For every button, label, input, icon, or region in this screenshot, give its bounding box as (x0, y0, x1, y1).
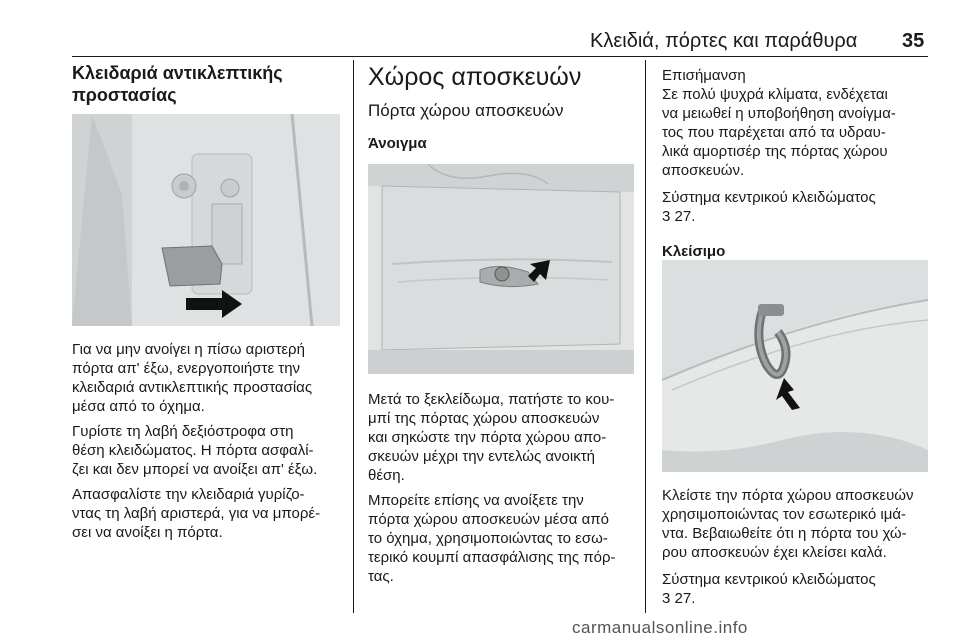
cross-reference-2 (662, 570, 934, 608)
paragraph-antitheft-3: Απασφαλίστε την κλειδαριά γυρίζο- ντας τη λαβή αριστερά, για να μπορέ- σει να ανοίξει η πόρτα. (72, 486, 321, 541)
antitheft-lock-illustration (72, 114, 340, 326)
paragraph-opening-1: Μετά το ξεκλείδωμα, πατήστε το κου- μπί της πόρτας χώρου αποσκευών και σηκώστε την πόρτα χώρου απο- σκευών μέχρι την εντελώς ανοικτή θέση. (368, 391, 615, 484)
cross-reference-2-text: Σύστημα κεντρικού κλειδώματος (662, 571, 876, 588)
cross-reference-1-page-link[interactable]: 3 27. (662, 208, 696, 225)
cross-reference-1-text: Σύστημα κεντρικού κλειδώματος (662, 189, 876, 206)
column-2-body (368, 390, 638, 592)
page-number: 35 (902, 30, 925, 52)
cross-reference-1 (662, 188, 932, 226)
chapter-title: Χώρος αποσκευών (368, 63, 582, 91)
section-heading-antitheft (72, 62, 344, 106)
tailgate-strap-illustration (662, 260, 928, 472)
watermark: carmanualsonline.info (572, 618, 748, 637)
column-divider-1 (353, 60, 354, 613)
column-3-top (662, 66, 932, 261)
note-block (662, 66, 932, 180)
note-text: Σε πολύ ψυχρά κλίματα, ενδέχεται να μειωθεί η υποβοήθηση ανοίγμα- τος που παρέχεται από τα υδραυ- λικά αμορτισέρ της πόρτας χώρου αποσκευών. (662, 86, 896, 179)
paragraph-opening-2: Μπορείτε επίσης να ανοίξετε την πόρτα χώρου αποσκευών μέσα από το όχημα, χρησιμοποιώντας το εσω- τερικό κουμπί απασφάλισης της πόρ- τας. (368, 492, 616, 585)
section-heading-closing: Κλείσιμο (662, 243, 726, 260)
column-2-headings (368, 62, 636, 153)
header-rule (72, 56, 928, 57)
column-1-body (72, 340, 344, 548)
paragraph-closing: Κλείστε την πόρτα χώρου αποσκευών χρησιμοποιώντας τον εσωτερικό ιμά- ντα. Βεβαιωθείτε ότι η πόρτα του χώ- ρου αποσκευών έχει κλείσει καλά. (662, 487, 914, 561)
tailgate-button-illustration (368, 164, 634, 374)
heading-line-1: Κλειδαριά αντικλεπτικής (72, 63, 283, 83)
section-heading-opening: Άνοιγμα (368, 135, 427, 152)
column-divider-2 (645, 60, 646, 613)
column-3-body (662, 486, 934, 614)
figure-antitheft-lock (72, 114, 340, 326)
figure-tailgate-closing (662, 260, 928, 472)
subsection-title: Πόρτα χώρου αποσκευών (368, 101, 564, 120)
figure-tailgate-opening (368, 164, 634, 374)
paragraph-antitheft-2: Γυρίστε τη λαβή δεξιόστροφα στη θέση κλειδώματος. Η πόρτα ασφαλί- ζει και δεν μπορεί να ανοίξει απ' έξω. (72, 423, 318, 478)
column-1 (72, 62, 344, 106)
paragraph-antitheft-1: Για να μην ανοίγει η πίσω αριστερή πόρτα απ' έξω, ενεργοποιήστε την κλειδαριά αντικλεπτικής προστασίας μέσα από το όχημα. (72, 341, 313, 415)
heading-line-2: προστασίας (72, 85, 177, 105)
running-header-title: Κλειδιά, πόρτες και παράθυρα (590, 30, 858, 52)
note-label: Επισήμανση (662, 67, 746, 84)
cross-reference-2-page-link[interactable]: 3 27. (662, 590, 696, 607)
